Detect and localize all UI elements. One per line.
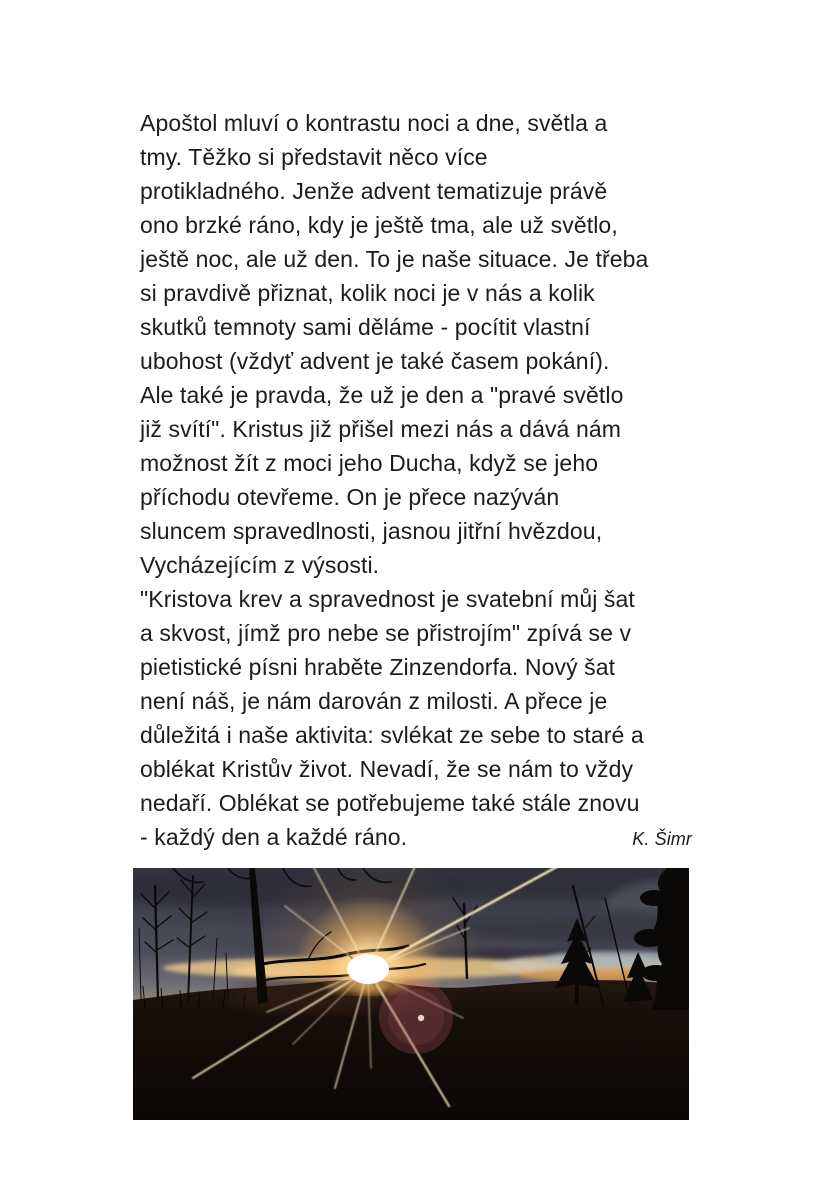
text-line: nedaří. Oblékat se potřebujeme také stále znovu [140,790,640,816]
last-text-line [140,820,710,854]
text-line: "Kristova krev a spravednost je svatební můj šat [140,586,635,612]
text-line: Apoštol mluví o kontrastu noci a dne, světla a [140,110,608,136]
text-line: protikladného. Jenže advent tematizuje právě [140,178,608,204]
text-line: si pravdivě přiznat, kolik noci je v nás a kolik [140,280,595,306]
text-line: tmy. Těžko si představit něco více [140,144,488,170]
sunrise-photo-graphic [133,868,689,1120]
text-line: ubohost (vždyť advent je také časem pokání). [140,348,610,374]
sunrise-photo [133,868,689,1120]
text-line: pietistické písni hraběte Zinzendorfa. Nový šat [140,654,616,680]
text-line: Ale také je pravda, že už je den a "pravé světlo [140,382,624,408]
text-line: ono brzké ráno, kdy je ještě tma, ale už světlo, [140,212,618,238]
author-signature: K. Šimr [632,829,692,849]
text-line: skutků temnoty sami děláme - pocítit vlastní [140,314,591,340]
article-text [140,106,710,854]
text-line: - každý den a každé ráno. [140,824,408,850]
text-line: možnost žít z moci jeho Ducha, když se jeho [140,450,599,476]
text-line: a skvost, jímž pro nebe se přistrojím" zpívá se v [140,620,632,646]
text-line: již svítí". Kristus již přišel mezi nás a dává nám [140,416,621,442]
text-line: Vycházejícím z výsosti. [140,552,380,578]
text-line: není náš, je nám darován z milosti. A přece je [140,688,608,714]
text-line: důležitá i naše aktivita: svlékat ze sebe to staré a [140,722,644,748]
text-line: oblékat Kristův život. Nevadí, že se nám to vždy [140,756,634,782]
text-line: příchodu otevřeme. On je přece nazýván [140,484,560,510]
text-line: ještě noc, ale už den. To je naše situace. Je třeba [140,246,649,272]
text-line: sluncem spravedlnosti, jasnou jitřní hvězdou, [140,518,603,544]
